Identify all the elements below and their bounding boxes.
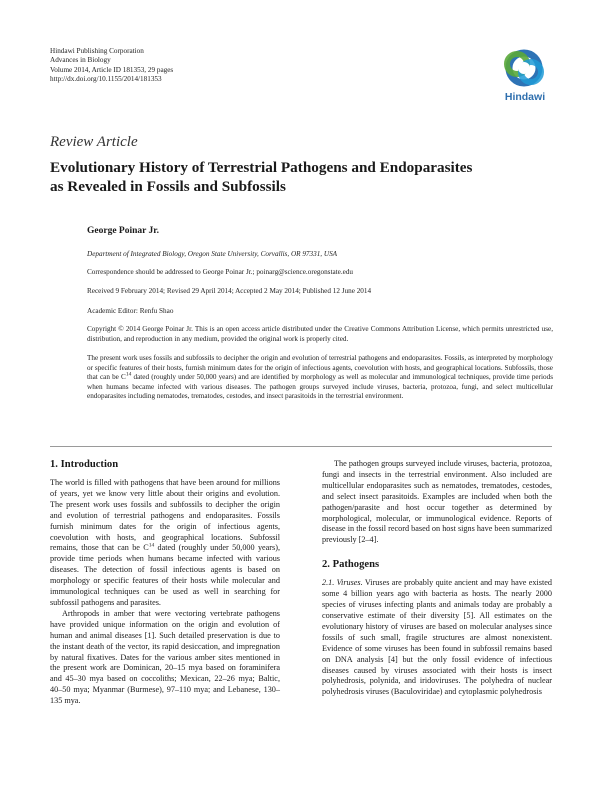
intro-p1-part-b: dated (roughly under 50,000 years), provide time periods when humans became infected with various diseases. The detection of fossil infectious agents is based on morphology or specific features of their hosts while molecular and immunological techniques can be used as well in searching for subfossil pathogens and parasites. <box>50 543 280 607</box>
title-line-2: as Revealed in Fossils and Subfossils <box>50 178 286 195</box>
abstract-superscript: 14 <box>125 371 132 378</box>
viruses-text: Viruses are probably quite ancient and may have existed some 4 billion years ago with bacteria as hosts. The nearly 2000 species of viruses infecting plants and animals today are probably a conservative estimate of their diversity [5]. All estimates on the evolutionary history of viruses are based on molecular analyses since fossils of such small, fragile structures are almost nonexistent. Evidence of some viruses has been found in subfossil remains based on DNA analysis [4] but the only fossil evidence of infectious diseases caused by viruses associated with their hosts is insect polyhedrosis, polynida, and iridoviruses. The polyhedra of nuclear polyhedrosis viruses (Baculoviridae) and cytoplasmic polyhedrosis <box>322 578 552 697</box>
copyright-notice: Copyright © 2014 George Poinar Jr. This is an open access article distributed under the Creative Commons Attribution License, which permits unrestricted use, distribution, and reproduction in any medium, provided the original work is properly cited. <box>87 325 553 343</box>
abstract-part-2: dated (roughly under 50,000 years) and are identified by morphology as well as molecular and immunological techniques, provide time periods when humans became infected with various diseases. The pathogen groups surveyed include viruses, bacteria, protozoa, fungi, and select multicellular endoparasites including nematodes, trematodes, cestodes, and insect parasitoids in the terrestrial environment. <box>87 373 553 401</box>
intro-superscript: 14 <box>148 542 155 549</box>
intro-paragraph-2: Arthropods in amber that were vectoring vertebrate pathogens have provided unique information on the origin and evolution of human and animal diseases [1]. Such detailed preservation is due to the instant death of the vector, its rapid desiccation, and impregnation by natural fixatives. Dates for the various amber sites mentioned in the present work are Dominican, 20–15 mya based on foraminifera and 45–30 mya based on coccoliths; Mexican, 22–26 mya; Baltic, 40–50 mya; Myanmar (Burmese), 97–110 mya; and Lebanese, 130–135 mya. <box>50 608 280 706</box>
viruses-subheading: 2.1. Viruses. <box>322 578 363 588</box>
correspondence: Correspondence should be addressed to George Poinar Jr.; poinarg@science.oregonstate.edu <box>87 268 354 276</box>
introduction-heading: 1. Introduction <box>50 459 119 470</box>
volume-line: Volume 2014, Article ID 181353, 29 pages <box>50 65 174 74</box>
pathogens-heading: 2. Pathogens <box>322 559 380 571</box>
title-line-1: Evolutionary History of Terrestrial Pathogens and Endoparasites <box>50 159 473 176</box>
abstract-part-1: The present work uses fossils and subfossils to decipher the origin and evolution of terrestrial pathogens and endoparasites. Fossils, as interpreted by morphology or specific features of their hosts, furnish minimum dates for the origin of infectious agents, coevolution with hosts, and geographical locations. Subfossils, those that can be C <box>87 354 553 382</box>
intro-paragraph-1 <box>50 478 280 609</box>
abstract <box>87 354 553 402</box>
publication-dates: Received 9 February 2014; Revised 29 April 2014; Accepted 2 May 2014; Published 12 June 2014 <box>87 287 372 295</box>
right-column <box>322 459 552 698</box>
hindawi-logo-text: Hindawi <box>504 91 546 103</box>
article-type: Review Article <box>50 134 138 150</box>
intro-p1-part-a: The world is filled with pathogens that have been around for millions of years, yet we know very little about their origins and evolution. The present work uses fossils and subfossils to decipher the origin and evolution of terrestrial pathogens and endoparasites. Fossils furnish minimum dates for the origin of infectious agents, coevolution with hosts, and geographical locations. Subfossil remains, those that can be C <box>50 478 280 553</box>
academic-editor: Academic Editor: Renfu Shao <box>87 307 174 315</box>
publisher-name: Hindawi Publishing Corporation <box>50 47 144 55</box>
paper-title <box>50 158 570 196</box>
section-divider <box>50 446 552 447</box>
left-column <box>50 459 280 707</box>
doi-link[interactable]: http://dx.doi.org/10.1155/2014/181353 <box>50 75 162 84</box>
viruses-paragraph <box>322 578 552 698</box>
journal-meta <box>50 47 173 85</box>
journal-name: Advances in Biology <box>50 56 111 65</box>
pathogen-groups-paragraph: The pathogen groups surveyed include viruses, bacteria, protozoa, fungi and insects in the terrestrial environment. Also included are multicellular endoparasites such as nematodes, trematodes, cestodes, and select insect parasitoids. Examples are included when both the pathogen/parasite and host occur together as determined by morphological, molecular, or immunological evidence. Reports of disease in the fossil record based on host signs have been summarized previously [2–4]. <box>322 459 552 545</box>
affiliation: Department of Integrated Biology, Oregon State University, Corvallis, OR 97331, USA <box>87 250 338 258</box>
author-name: George Poinar Jr. <box>87 226 160 236</box>
